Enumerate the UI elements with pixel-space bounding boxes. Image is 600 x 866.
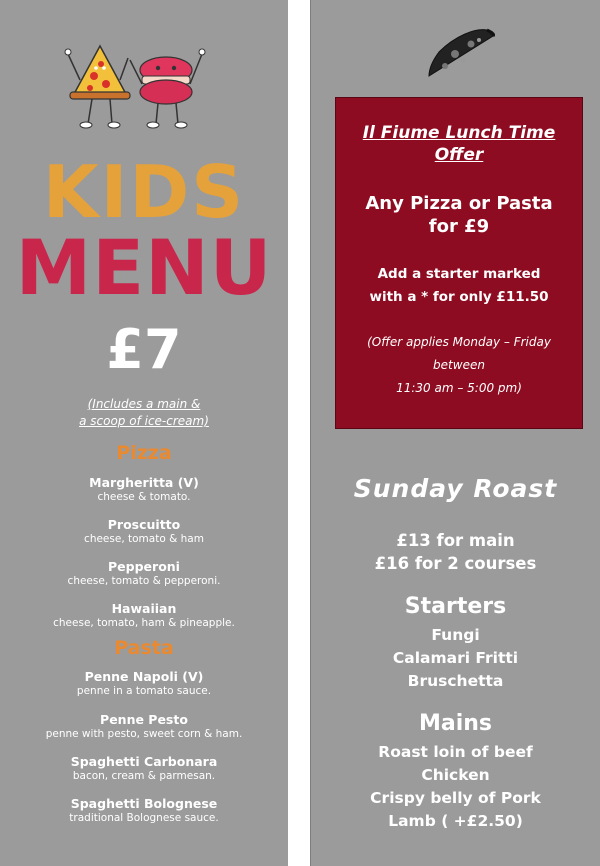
item-name: Proscuitto [107, 517, 181, 532]
includes-line-2: a scoop of ice-cream) [79, 414, 209, 428]
pasta-item [0, 712, 288, 741]
list-item: Crispy belly of Pork [370, 789, 541, 807]
item-desc: bacon, cream & parmesan. [72, 770, 216, 782]
item-desc: cheese, tomato & ham [84, 533, 204, 545]
price-line-courses: £16 for 2 courses [374, 554, 537, 573]
pasta-item [0, 796, 288, 825]
list-item: Calamari Fritti [392, 649, 519, 667]
sunday-roast-title: Sunday Roast [353, 474, 558, 503]
pizza-macaron-mascots-icon [60, 40, 220, 130]
item-desc: penne in a tomato sauce. [76, 685, 212, 697]
offer-main [336, 192, 582, 238]
pasta-heading: Pasta [114, 637, 174, 659]
offer-main-line-2: for £9 [428, 216, 490, 237]
item-name: Spaghetti Carbonara [70, 754, 218, 769]
list-item: Chicken [421, 766, 490, 784]
pizza-heading: Pizza [116, 442, 172, 464]
list-item: Roast loin of beef [378, 743, 533, 761]
starters-heading: Starters [404, 594, 507, 619]
item-desc: penne with pesto, sweet corn & ham. [45, 728, 243, 740]
starters-list [311, 624, 600, 693]
item-name: Penne Napoli (V) [84, 669, 204, 684]
kids-price: £7 [106, 318, 182, 381]
price-line-main: £13 for main [396, 531, 515, 550]
item-desc: cheese, tomato, ham & pineapple. [53, 617, 235, 629]
offer-starter [336, 263, 582, 309]
item-name: Spaghetti Bolognese [70, 796, 218, 811]
offer-starter-line-2: with a * for only £11.50 [369, 289, 549, 305]
menu-title: MENU [15, 223, 273, 312]
mains-list [311, 741, 600, 833]
offer-note-line-1: (Offer applies Monday – Friday [367, 335, 551, 349]
kids-title: KIDS [42, 150, 246, 234]
list-item: Fungi [431, 626, 480, 644]
item-desc: cheese, tomato & pepperoni. [67, 575, 221, 587]
pizza-slice-icon [425, 28, 497, 80]
pizza-item [0, 517, 288, 546]
offer-main-line-1: Any Pizza or Pasta [365, 193, 553, 214]
item-name: Hawaiian [111, 601, 177, 616]
offer-note [336, 331, 582, 400]
item-desc: traditional Bolognese sauce. [69, 812, 219, 824]
pizza-item [0, 559, 288, 588]
mains-heading: Mains [418, 711, 493, 736]
item-desc: cheese & tomato. [97, 491, 191, 503]
offer-title [336, 122, 582, 166]
pasta-item [0, 669, 288, 698]
item-name: Margheritta (V) [89, 475, 199, 490]
offer-starter-line-1: Add a starter marked [377, 266, 541, 282]
list-item: Bruschetta [407, 672, 504, 690]
includes-note [0, 396, 288, 430]
offer-note-line-2: between [433, 358, 485, 372]
sunday-prices [311, 529, 600, 575]
pizza-item [0, 601, 288, 630]
item-name: Penne Pesto [100, 712, 188, 727]
item-name: Pepperoni [108, 559, 180, 574]
lunch-offer-box [335, 97, 583, 429]
offer-note-line-3: 11:30 am – 5:00 pm) [396, 381, 522, 395]
pasta-item [0, 754, 288, 783]
includes-line-1: (Includes a main & [87, 397, 201, 411]
list-item: Lamb ( +£2.50) [388, 812, 523, 830]
offer-title-line-1: Il Fiume Lunch Time [362, 123, 556, 143]
pizza-item [0, 475, 288, 504]
offer-title-line-2: Offer [434, 145, 484, 165]
